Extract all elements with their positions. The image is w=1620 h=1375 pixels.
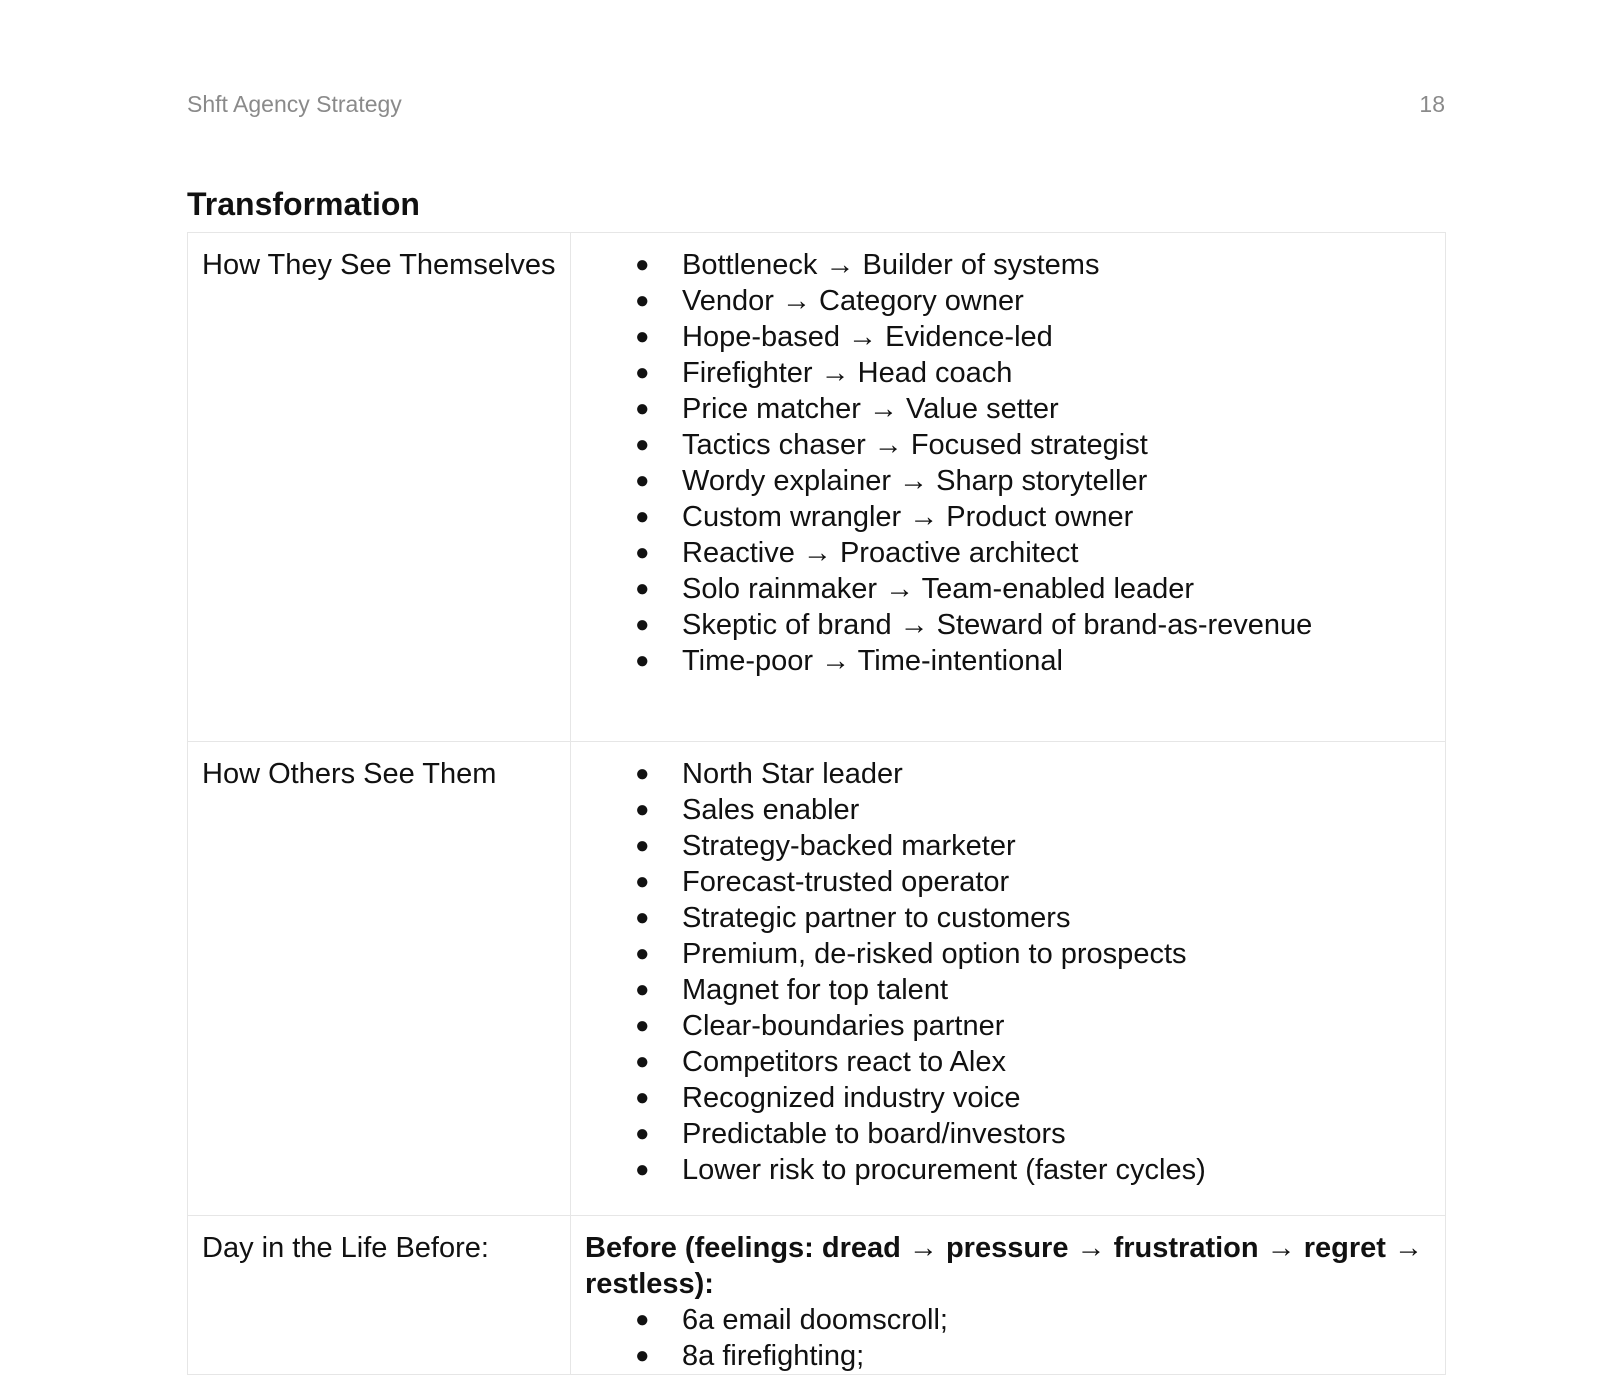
document-title: Shft Agency Strategy (187, 90, 402, 117)
section-title: Transformation (187, 186, 420, 222)
row-label-self-perception: How They See Themselves (188, 233, 571, 742)
list-item: ● Wordy explainer → Sharp storyteller (585, 463, 1431, 499)
list-item: ● Sales enabler (585, 792, 1431, 828)
row-content-day-before (571, 1216, 1446, 1375)
row-label-others-perception: How Others See Them (188, 742, 571, 1216)
list-item: ● Strategy-backed marketer (585, 828, 1431, 864)
list-item: ● Skeptic of brand → Steward of brand-as-revenue (585, 607, 1431, 643)
day-before-intro: Before (feelings: dread → pressure → frustration → regret → restless): (585, 1232, 1423, 1300)
list-item: ● 8a firefighting; (585, 1338, 1431, 1374)
list-item: ● Recognized industry voice (585, 1080, 1431, 1116)
list-item: ● Forecast-trusted operator (585, 864, 1431, 900)
list-item: ● Premium, de-risked option to prospects (585, 936, 1431, 972)
bullet-list (585, 756, 1431, 1188)
row-content-others-perception (571, 742, 1446, 1216)
list-item: ● North Star leader (585, 756, 1431, 792)
page-header (187, 88, 1445, 120)
list-item: ● Strategic partner to customers (585, 900, 1431, 936)
bullet-list (585, 247, 1431, 679)
table-row (188, 233, 1446, 742)
list-item: ● Time-poor → Time-intentional (585, 643, 1431, 679)
table-row (188, 742, 1446, 1216)
row-content-self-perception (571, 233, 1446, 742)
list-item: ● Price matcher → Value setter (585, 391, 1431, 427)
list-item: ● Magnet for top talent (585, 972, 1431, 1008)
row-label-day-before: Day in the Life Before: (188, 1216, 571, 1375)
list-item: ● Vendor → Category owner (585, 283, 1431, 319)
list-item: ● Solo rainmaker → Team-enabled leader (585, 571, 1431, 607)
list-item: ● Firefighter → Head coach (585, 355, 1431, 391)
table-row (188, 1216, 1446, 1375)
list-item: ● Custom wrangler → Product owner (585, 499, 1431, 535)
list-item: ● Predictable to board/investors (585, 1116, 1431, 1152)
list-item: ● Bottleneck → Builder of systems (585, 247, 1431, 283)
list-item: ● 6a email doomscroll; (585, 1302, 1431, 1338)
transformation-table (187, 232, 1446, 1375)
page-number: 18 (1419, 90, 1445, 117)
list-item: ● Competitors react to Alex (585, 1044, 1431, 1080)
bullet-list (585, 1302, 1431, 1374)
list-item: ● Lower risk to procurement (faster cycles) (585, 1152, 1431, 1188)
list-item: ● Hope-based → Evidence-led (585, 319, 1431, 355)
list-item: ● Clear-boundaries partner (585, 1008, 1431, 1044)
list-item: ● Reactive → Proactive architect (585, 535, 1431, 571)
list-item: ● Tactics chaser → Focused strategist (585, 427, 1431, 463)
